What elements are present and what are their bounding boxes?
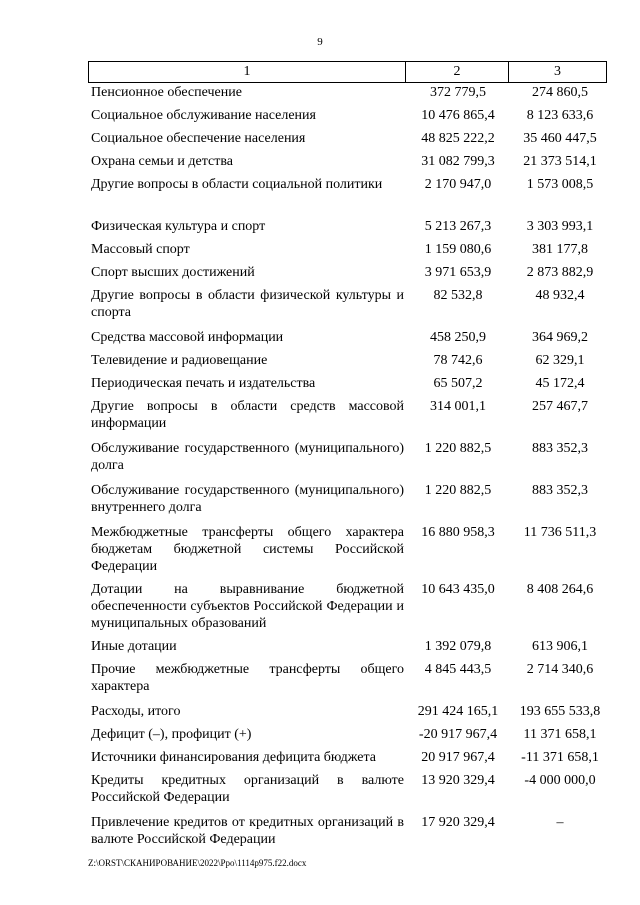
row-value-col2: 20 917 967,4	[421, 750, 495, 765]
column-header-2: 2	[406, 62, 509, 83]
row-value-col3: 1 573 008,5	[526, 177, 594, 192]
row-value-col2: 17 920 329,4	[421, 815, 495, 830]
row-label: Пенсионное обеспечение	[91, 85, 242, 100]
row-value-col2: 1 220 882,5	[424, 483, 492, 498]
row-value-col2: 3 971 653,9	[424, 265, 492, 280]
row-value-col3: 8 408 264,6	[526, 582, 594, 597]
row-label: Дотации на выравнивание бюджетной обеспеченности субъектов Российской Федерации и муниципальных образований	[91, 582, 404, 631]
row-label: Расходы, итого	[91, 704, 181, 719]
row-value-col2: 48 825 222,2	[421, 131, 495, 146]
row-value-col2: -20 917 967,4	[418, 727, 498, 742]
row-value-col3: 883 352,3	[532, 483, 588, 498]
row-value-col2: 4 845 443,5	[424, 662, 492, 677]
row-value-col2: 5 213 267,3	[424, 219, 492, 234]
row-label: Межбюджетные трансферты общего характера бюджетам бюджетной системы Российской Федерации	[91, 525, 404, 574]
row-value-col3: 193 655 533,8	[519, 704, 601, 719]
row-value-col3: 11 371 658,1	[523, 727, 597, 742]
row-label: Телевидение и радиовещание	[91, 353, 268, 368]
row-value-col2: 314 001,1	[430, 399, 486, 414]
row-label: Иные дотации	[91, 639, 177, 654]
row-value-col2: 1 220 882,5	[424, 441, 492, 456]
row-label: Привлечение кредитов от кредитных организаций в валюте Российской Федерации	[91, 815, 404, 847]
row-label: Спорт высших достижений	[91, 265, 255, 280]
table-header	[88, 61, 607, 83]
column-header-3: 3	[509, 62, 607, 83]
row-value-col3: 381 177,8	[532, 242, 588, 257]
row-label: Периодическая печать и издательства	[91, 376, 316, 391]
row-value-col2: 372 779,5	[430, 85, 486, 100]
row-label: Обслуживание государственного (муниципального) долга	[91, 441, 404, 473]
file-path-footer: Z:\ORST\СКАНИРОВАНИЕ\2022\Ppo\1114p975.f22.docx	[88, 858, 307, 868]
row-value-col2: 458 250,9	[430, 330, 486, 345]
row-value-col2: 291 424 165,1	[417, 704, 499, 719]
row-value-col3: 257 467,7	[532, 399, 588, 414]
row-value-col3: 62 329,1	[535, 353, 585, 368]
row-value-col3: 11 736 511,3	[523, 525, 597, 540]
row-label: Социальное обеспечение населения	[91, 131, 306, 146]
row-value-col2: 13 920 329,4	[421, 773, 495, 788]
row-value-col3: 274 860,5	[532, 85, 588, 100]
row-value-col3: 48 932,4	[535, 288, 585, 303]
row-value-col3: 364 969,2	[532, 330, 588, 345]
row-label: Дефицит (–), профицит (+)	[91, 727, 252, 742]
row-value-col2: 10 643 435,0	[421, 582, 495, 597]
row-label: Прочие межбюджетные трансферты общего характера	[91, 662, 404, 694]
row-value-col3: –	[556, 815, 564, 830]
row-label: Другие вопросы в области средств массовой информации	[91, 399, 404, 431]
row-value-col3: 2 873 882,9	[526, 265, 594, 280]
row-value-col2: 82 532,8	[433, 288, 483, 303]
row-value-col3: -11 371 658,1	[521, 750, 599, 765]
row-value-col2: 16 880 958,3	[421, 525, 495, 540]
row-value-col3: 2 714 340,6	[526, 662, 594, 677]
row-label: Массовый спорт	[91, 242, 190, 257]
row-label: Физическая культура и спорт	[91, 219, 266, 234]
row-label: Охрана семьи и детства	[91, 154, 233, 169]
row-label: Другие вопросы в области социальной политики	[91, 177, 383, 192]
row-label: Социальное обслуживание населения	[91, 108, 316, 123]
row-value-col3: 45 172,4	[535, 376, 585, 391]
row-label: Средства массовой информации	[91, 330, 284, 345]
row-label: Источники финансирования дефицита бюджета	[91, 750, 377, 765]
row-value-col3: 883 352,3	[532, 441, 588, 456]
row-value-col3: 3 303 993,1	[526, 219, 594, 234]
row-value-col3: 8 123 633,6	[526, 108, 594, 123]
row-label: Другие вопросы в области физической культуры и спорта	[91, 288, 404, 320]
row-value-col2: 78 742,6	[433, 353, 483, 368]
row-value-col3: 35 460 447,5	[523, 131, 597, 146]
column-header-1: 1	[89, 62, 406, 83]
row-value-col3: 21 373 514,1	[523, 154, 597, 169]
row-value-col2: 65 507,2	[433, 376, 483, 391]
row-value-col2: 2 170 947,0	[424, 177, 492, 192]
row-label: Кредиты кредитных организаций в валюте Российской Федерации	[91, 773, 404, 805]
row-value-col2: 10 476 865,4	[421, 108, 495, 123]
row-value-col2: 1 392 079,8	[424, 639, 492, 654]
row-label: Обслуживание государственного (муниципального) внутреннего долга	[91, 483, 404, 515]
row-value-col2: 1 159 080,6	[424, 242, 492, 257]
row-value-col2: 31 082 799,3	[421, 154, 495, 169]
page-number: 9	[317, 36, 323, 48]
row-value-col3: 613 906,1	[532, 639, 588, 654]
row-value-col3: -4 000 000,0	[524, 773, 596, 788]
